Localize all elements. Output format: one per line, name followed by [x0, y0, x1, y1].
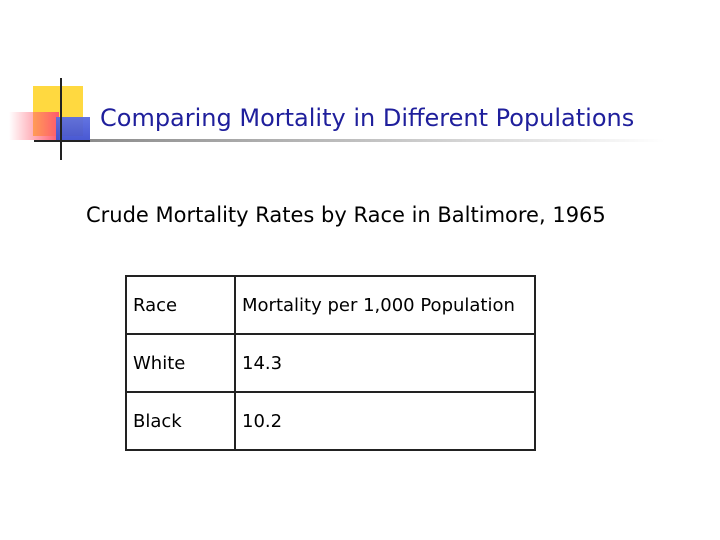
cell-mortality: 14.3 [235, 334, 535, 392]
title-decoration [0, 0, 720, 170]
slide-title: Comparing Mortality in Different Populations [100, 104, 635, 132]
cell-race: Black [126, 392, 235, 450]
vertical-line-decoration [60, 78, 62, 160]
mortality-table [125, 275, 536, 451]
red-bar-decoration [9, 112, 59, 140]
slide-subtitle: Crude Mortality Rates by Race in Baltimore, 1965 [86, 203, 606, 227]
table-header-row [126, 276, 535, 334]
cell-mortality: 10.2 [235, 392, 535, 450]
header-mortality: Mortality per 1,000 Population [235, 276, 535, 334]
table-row [126, 392, 535, 450]
table-row [126, 334, 535, 392]
blue-square-decoration [56, 117, 90, 141]
horizontal-line-decoration [34, 140, 98, 142]
title-underline [90, 139, 665, 142]
yellow-square-decoration [33, 86, 83, 136]
header-race: Race [126, 276, 235, 334]
cell-race: White [126, 334, 235, 392]
